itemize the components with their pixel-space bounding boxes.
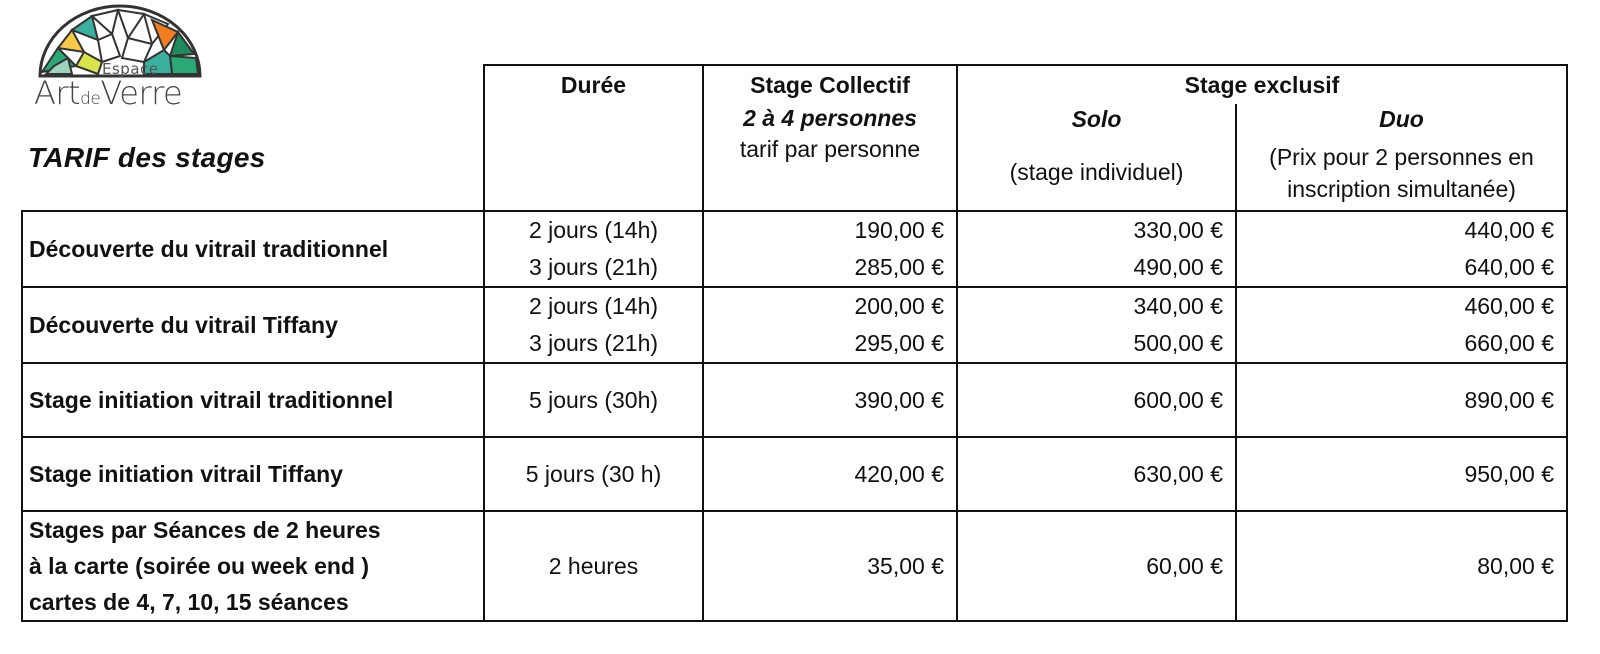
row-solo: 630,00 € [957,437,1236,511]
logo-espace-text: Espace [102,60,159,78]
header-duo [1237,104,1566,205]
header-duo-note: (Prix pour 2 personnes en inscription simultanée) [1269,144,1534,202]
row-label: Découverte du vitrail Tiffany [22,287,484,363]
row-label-line: Stages par Séances de 2 heures [29,517,381,543]
logo-verre: Verre [100,74,183,112]
header-duree-label: Durée [560,72,627,98]
duree-value: 3 jours (21h) [528,254,659,280]
row-duo: 890,00 € [1236,363,1567,437]
header-collectif [703,65,957,211]
row-duree [484,287,703,363]
row-label: Stage initiation vitrail Tiffany [22,437,484,511]
price-value: 330,00 € [1133,217,1223,243]
page-title: TARIF des stages [28,142,266,173]
row-solo [957,211,1236,287]
price-value: 200,00 € [854,293,944,319]
price-value: 285,00 € [854,254,944,280]
logo-de: de [80,89,101,109]
price-value: 660,00 € [1464,330,1554,356]
price-value: 340,00 € [1133,293,1223,319]
header-solo [958,104,1235,188]
header-exclusif-title: Stage exclusif [1184,72,1340,98]
row-collectif: 390,00 € [703,363,957,437]
row-duo [1236,211,1567,287]
row-collectif: 420,00 € [703,437,957,511]
row-duo: 80,00 € [1236,511,1567,621]
row-label: Stage initiation vitrail traditionnel [22,363,484,437]
header-collectif-sub: 2 à 4 personnes [743,105,917,131]
row-collectif: 35,00 € [703,511,957,621]
row-duo [1236,287,1567,363]
price-value: 190,00 € [854,217,944,243]
price-value: 440,00 € [1464,217,1554,243]
price-value: 500,00 € [1133,330,1223,356]
row-solo [957,287,1236,363]
duree-value: 2 jours (14h) [528,217,659,243]
header-collectif-note: tarif par personne [739,136,921,162]
row-solo: 60,00 € [957,511,1236,621]
duree-value: 3 jours (21h) [528,330,659,356]
duree-value: 2 jours (14h) [528,293,659,319]
price-value: 295,00 € [854,330,944,356]
row-label [22,511,484,621]
price-value: 460,00 € [1464,293,1554,319]
table-row [22,363,1567,437]
row-label: Découverte du vitrail traditionnel [22,211,484,287]
row-label-line: à la carte (soirée ou week end ) [29,553,370,579]
header-blank-cell [22,65,484,211]
table-row [22,437,1567,511]
tarifs-table [21,64,1568,622]
row-collectif [703,211,957,287]
header-solo-title: Solo [1071,106,1122,132]
table-header-row [22,65,1567,211]
row-solo: 600,00 € [957,363,1236,437]
row-duo: 950,00 € [1236,437,1567,511]
price-value: 640,00 € [1464,254,1554,280]
row-label-line: cartes de 4, 7, 10, 15 séances [29,589,349,615]
header-exclusif [957,65,1567,211]
row-collectif [703,287,957,363]
price-value: 490,00 € [1133,254,1223,280]
row-duree [484,211,703,287]
header-duo-title: Duo [1379,106,1424,132]
header-solo-note: (stage individuel) [1009,159,1184,185]
row-duree: 5 jours (30 h) [484,437,703,511]
table-row [22,287,1567,363]
table-row [22,211,1567,287]
logo-art: Art [34,74,81,112]
row-duree: 5 jours (30h) [484,363,703,437]
table-row [22,511,1567,621]
row-duree: 2 heures [484,511,703,621]
header-collectif-title: Stage Collectif [750,72,910,98]
header-duree [484,65,703,211]
